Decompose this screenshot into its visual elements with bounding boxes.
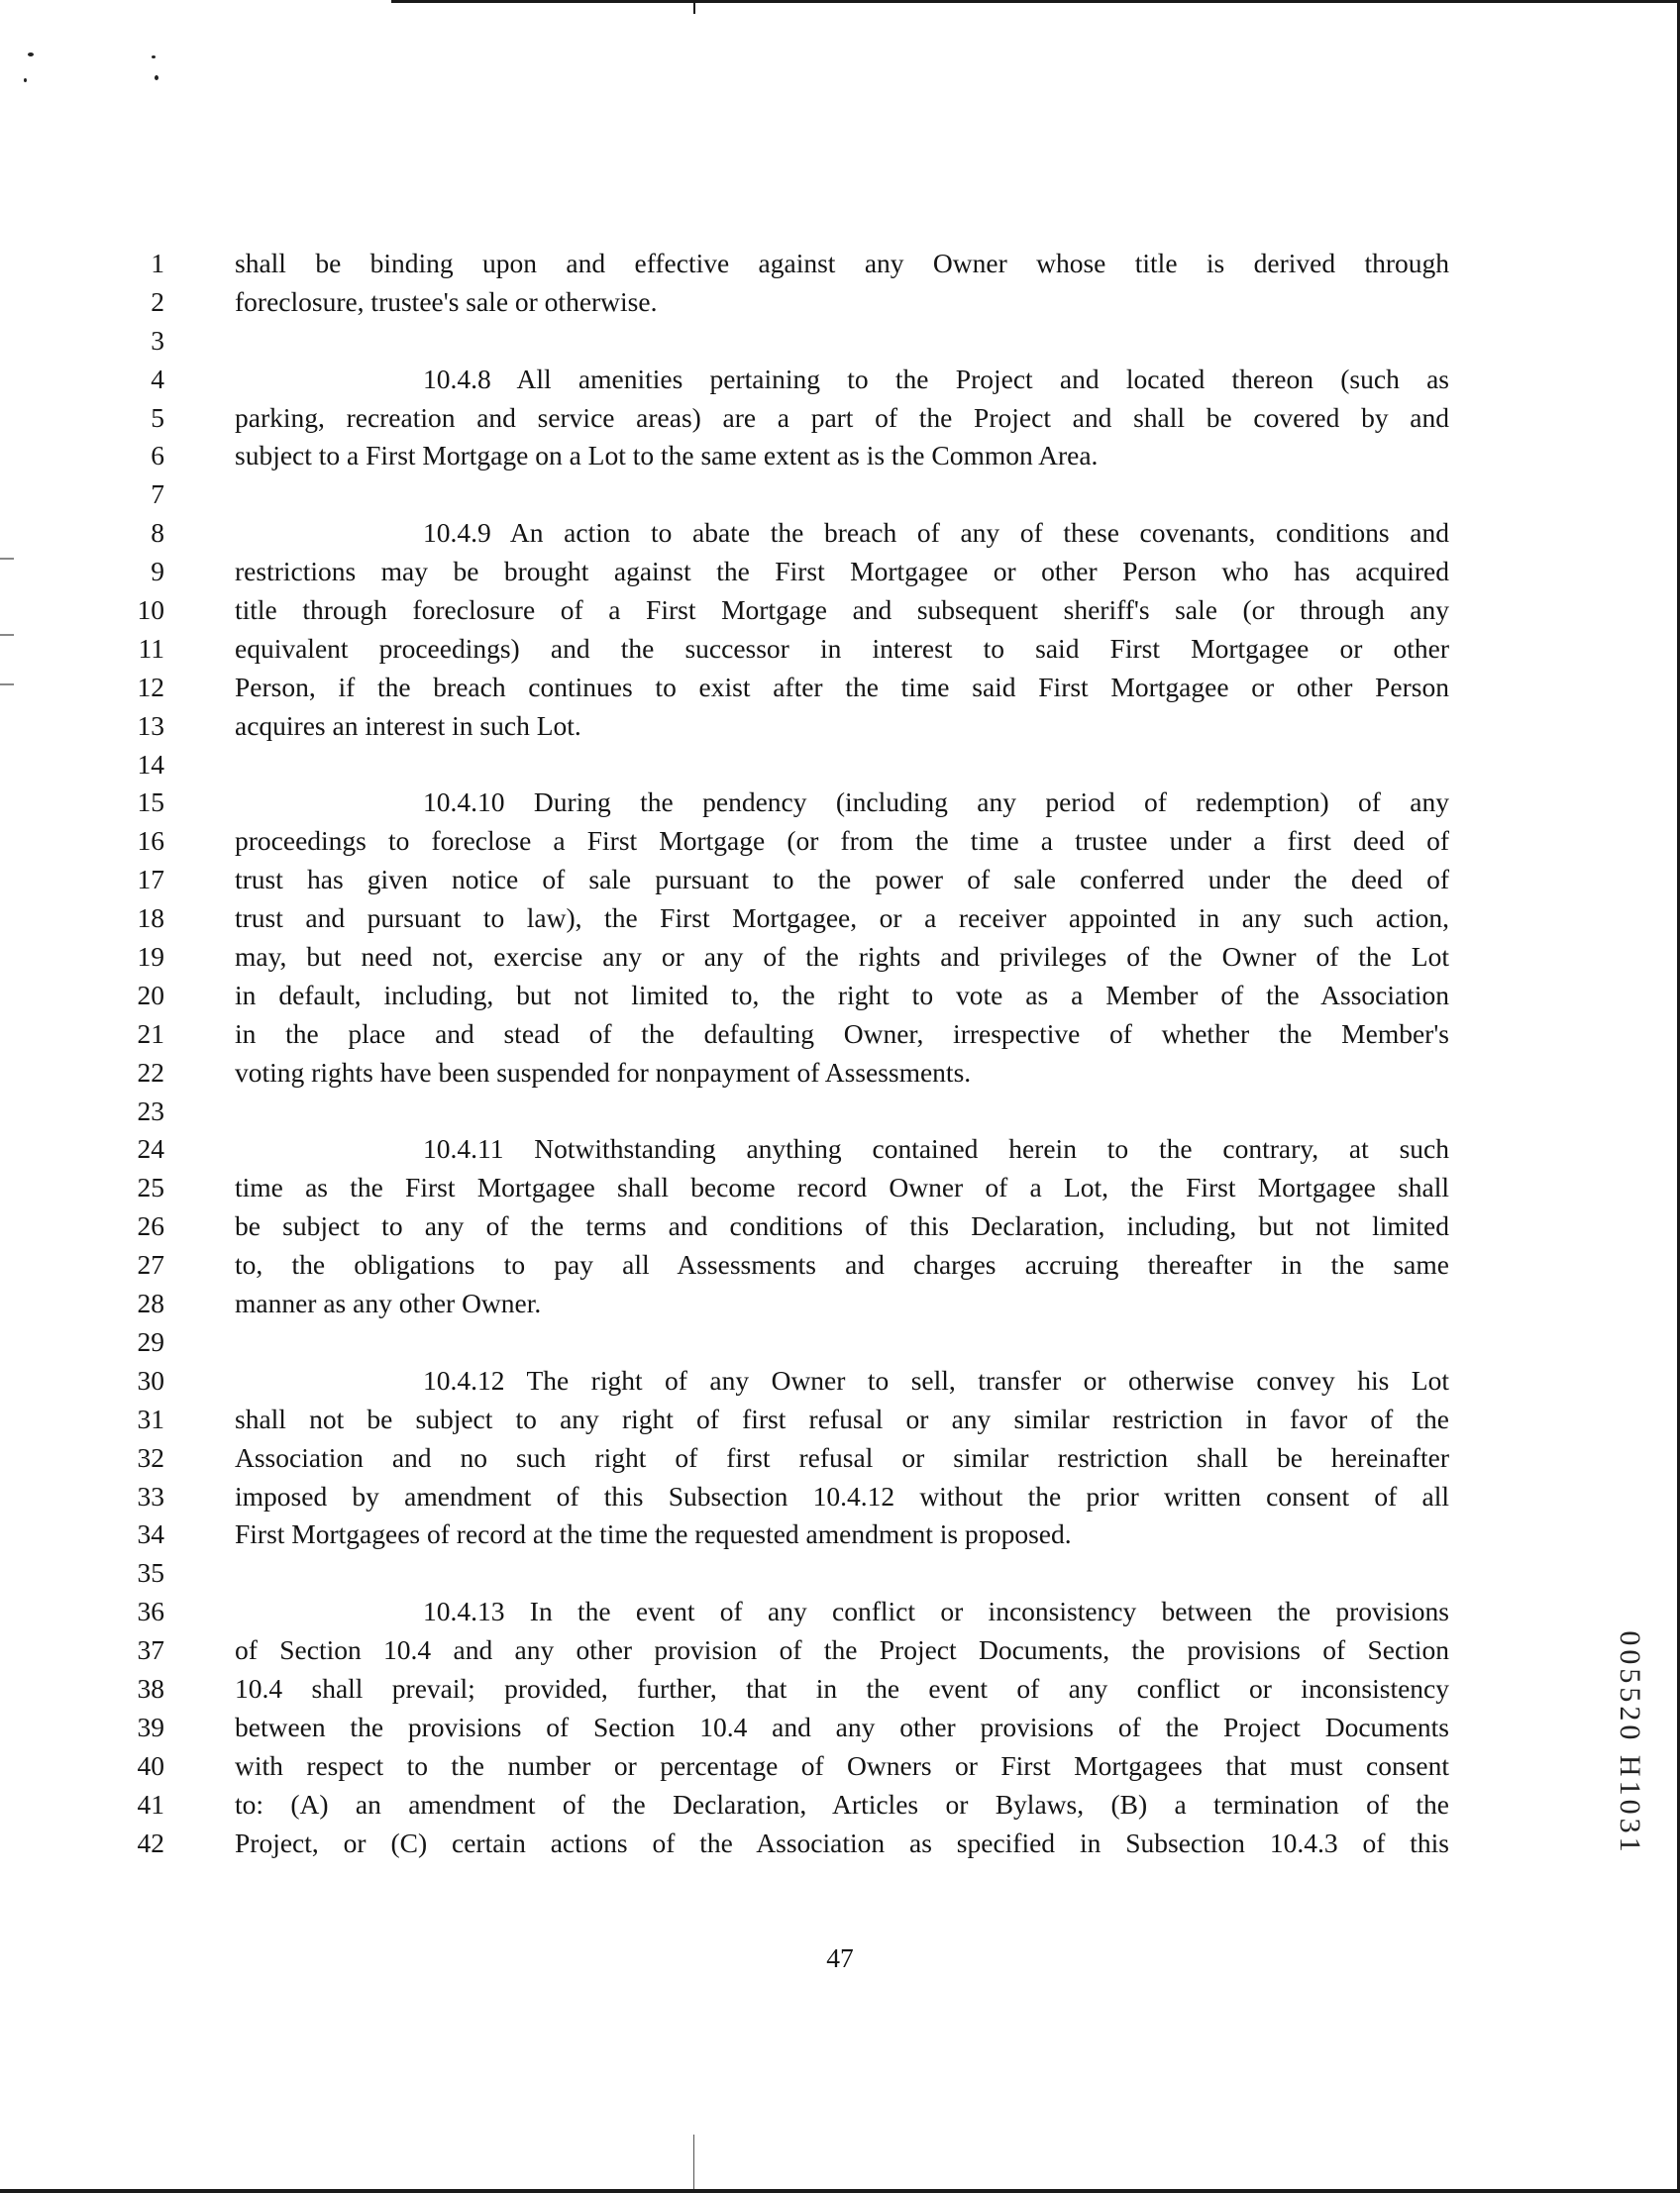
line-text: Person, if the breach continues to exist after the time said First Mortgagee or other Person bbox=[235, 671, 1449, 702]
line-text: 10.4.12 The right of any Owner to sell, transfer or otherwise convey his Lot bbox=[423, 1364, 1449, 1396]
line-number: 12 bbox=[137, 671, 164, 702]
line-number: 39 bbox=[137, 1711, 164, 1742]
line-number: 36 bbox=[137, 1596, 164, 1627]
line-number: 38 bbox=[137, 1672, 164, 1704]
document-line bbox=[0, 977, 1680, 1015]
scan-speck bbox=[28, 52, 34, 56]
line-number: 34 bbox=[137, 1518, 164, 1550]
line-text: 10.4.8 All amenities pertaining to the Project and located thereon (such as bbox=[423, 363, 1449, 394]
document-line bbox=[0, 1554, 1680, 1593]
side-stamp: 005520 H1031 bbox=[1614, 1630, 1646, 1856]
scan-speck bbox=[155, 75, 158, 80]
line-text: may, but need not, exercise any or any of the rights and privileges of the Owner of the Lot bbox=[235, 941, 1449, 973]
line-text: 10.4.9 An action to abate the breach of any of these covenants, conditions and bbox=[423, 517, 1449, 549]
line-text: subject to a First Mortgage on a Lot to the same extent as is the Common Area. bbox=[235, 440, 1099, 471]
line-text: restrictions may be brought against the First Mortgagee or other Person who has acquired bbox=[235, 556, 1449, 587]
scan-border-top bbox=[391, 0, 1680, 3]
line-number: 42 bbox=[137, 1827, 164, 1858]
line-number: 27 bbox=[137, 1249, 164, 1281]
line-number: 14 bbox=[137, 748, 164, 780]
line-number: 18 bbox=[137, 902, 164, 934]
scan-speck bbox=[152, 55, 156, 58]
line-number: 7 bbox=[151, 478, 164, 510]
line-text: foreclosure, trustee's sale or otherwise. bbox=[235, 285, 658, 317]
line-number: 4 bbox=[151, 363, 164, 394]
page-number: 47 bbox=[826, 1942, 854, 1973]
line-text: title through foreclosure of a First Mortgage and subsequent sheriff's sale (or through any bbox=[235, 594, 1449, 626]
line-number: 19 bbox=[137, 941, 164, 973]
line-text: trust and pursuant to law), the First Mortgagee, or a receiver appointed in any such action, bbox=[235, 902, 1449, 934]
line-number: 22 bbox=[137, 1056, 164, 1088]
document-line bbox=[0, 1439, 1680, 1478]
line-number: 30 bbox=[137, 1364, 164, 1396]
line-text: proceedings to foreclose a First Mortgage (or from the time a trustee under a first deed of bbox=[235, 825, 1449, 857]
line-text: imposed by amendment of this Subsection 10.4.12 without the prior written consent of all bbox=[235, 1480, 1449, 1512]
document-line bbox=[0, 1362, 1680, 1401]
line-number: 40 bbox=[137, 1749, 164, 1781]
line-number: 33 bbox=[137, 1480, 164, 1512]
document-line bbox=[0, 1054, 1680, 1093]
line-number: 41 bbox=[137, 1788, 164, 1820]
document-line bbox=[0, 1593, 1680, 1631]
line-number: 13 bbox=[137, 709, 164, 741]
line-text: Project, or (C) certain actions of the Association as specified in Subsection 10.4.3 of this bbox=[235, 1827, 1449, 1858]
document-line bbox=[0, 591, 1680, 630]
document-line bbox=[0, 1478, 1680, 1516]
document-line bbox=[0, 1709, 1680, 1747]
line-text: be subject to any of the terms and conditions of this Declaration, including, but not limited bbox=[235, 1210, 1449, 1242]
line-text: between the provisions of Section 10.4 and any other provisions of the Project Documents bbox=[235, 1711, 1449, 1742]
line-number: 8 bbox=[151, 517, 164, 549]
document-line bbox=[0, 437, 1680, 475]
document-line bbox=[0, 1825, 1680, 1863]
document-line bbox=[0, 783, 1680, 822]
document-line bbox=[0, 1015, 1680, 1054]
line-number: 26 bbox=[137, 1210, 164, 1242]
line-text: manner as any other Owner. bbox=[235, 1288, 542, 1319]
line-number: 20 bbox=[137, 979, 164, 1010]
document-line bbox=[0, 1246, 1680, 1285]
line-number: 5 bbox=[151, 401, 164, 433]
line-text: shall be binding upon and effective against any Owner whose title is derived through bbox=[235, 248, 1449, 278]
line-number: 24 bbox=[137, 1133, 164, 1165]
line-number: 15 bbox=[137, 786, 164, 818]
line-number: 37 bbox=[137, 1634, 164, 1666]
line-number: 31 bbox=[137, 1403, 164, 1434]
line-text: to: (A) an amendment of the Declaration, Articles or Bylaws, (B) a termination of the bbox=[235, 1788, 1449, 1820]
document-line bbox=[0, 707, 1680, 746]
line-number: 3 bbox=[151, 324, 164, 356]
document-line bbox=[0, 1401, 1680, 1439]
line-text: in default, including, but not limited to, the right to vote as a Member of the Association bbox=[235, 979, 1449, 1010]
scan-tick-top bbox=[693, 0, 695, 14]
document-body bbox=[0, 245, 1680, 1862]
line-number: 25 bbox=[137, 1172, 164, 1203]
document-line bbox=[0, 630, 1680, 669]
document-line bbox=[0, 514, 1680, 553]
document-line bbox=[0, 861, 1680, 899]
line-text: equivalent proceedings) and the successor in interest to said First Mortgagee or other bbox=[235, 632, 1449, 664]
line-number: 17 bbox=[137, 864, 164, 895]
document-line bbox=[0, 822, 1680, 861]
line-number: 1 bbox=[151, 248, 164, 278]
line-number: 29 bbox=[137, 1325, 164, 1357]
document-line bbox=[0, 1631, 1680, 1670]
document-line bbox=[0, 322, 1680, 361]
document-line bbox=[0, 1169, 1680, 1207]
line-text: First Mortgagees of record at the time the requested amendment is proposed. bbox=[235, 1518, 1072, 1550]
line-number: 35 bbox=[137, 1557, 164, 1589]
document-line bbox=[0, 1786, 1680, 1825]
line-text: to, the obligations to pay all Assessments and charges accruing thereafter in the same bbox=[235, 1249, 1449, 1281]
document-line bbox=[0, 1747, 1680, 1786]
document-line bbox=[0, 475, 1680, 514]
line-number: 23 bbox=[137, 1095, 164, 1126]
line-text: voting rights have been suspended for nonpayment of Assessments. bbox=[235, 1056, 972, 1088]
line-number: 16 bbox=[137, 825, 164, 857]
line-text: parking, recreation and service areas) are a part of the Project and shall be covered by and bbox=[235, 401, 1449, 433]
line-number: 11 bbox=[138, 632, 164, 664]
document-line bbox=[0, 938, 1680, 977]
document-line bbox=[0, 1285, 1680, 1323]
line-text: Association and no such right of first refusal or similar restriction shall be hereinafter bbox=[235, 1441, 1449, 1473]
line-text: trust has given notice of sale pursuant to the power of sale conferred under the deed of bbox=[235, 864, 1449, 895]
line-text: of Section 10.4 and any other provision of the Project Documents, the provisions of Section bbox=[235, 1634, 1449, 1666]
document-line bbox=[0, 1670, 1680, 1709]
document-line bbox=[0, 1515, 1680, 1554]
document-line bbox=[0, 746, 1680, 784]
document-line bbox=[0, 1207, 1680, 1246]
line-number: 9 bbox=[151, 556, 164, 587]
line-number: 21 bbox=[137, 1017, 164, 1049]
document-line bbox=[0, 361, 1680, 399]
document-line bbox=[0, 669, 1680, 707]
document-line bbox=[0, 1093, 1680, 1131]
line-text: 10.4.13 In the event of any conflict or inconsistency between the provisions bbox=[423, 1596, 1449, 1627]
line-number: 6 bbox=[151, 440, 164, 471]
scan-tick-bottom bbox=[693, 2135, 694, 2189]
document-line bbox=[0, 1130, 1680, 1169]
line-number: 32 bbox=[137, 1441, 164, 1473]
document-line bbox=[0, 283, 1680, 322]
line-number: 2 bbox=[151, 285, 164, 317]
document-line bbox=[0, 553, 1680, 591]
document-line bbox=[0, 245, 1680, 283]
document-line bbox=[0, 1323, 1680, 1362]
line-number: 10 bbox=[137, 594, 164, 626]
scan-speck bbox=[24, 78, 27, 82]
document-line bbox=[0, 899, 1680, 938]
line-text: in the place and stead of the defaulting Owner, irrespective of whether the Member's bbox=[235, 1017, 1449, 1049]
scan-border-bottom bbox=[0, 2189, 1680, 2193]
line-text: 10.4.10 During the pendency (including any period of redemption) of any bbox=[423, 786, 1449, 818]
line-text: 10.4.11 Notwithstanding anything contained herein to the contrary, at such bbox=[423, 1133, 1449, 1165]
document-line bbox=[0, 399, 1680, 438]
line-text: with respect to the number or percentage of Owners or First Mortgagees that must consent bbox=[235, 1749, 1449, 1781]
line-text: time as the First Mortgagee shall become record Owner of a Lot, the First Mortgagee shall bbox=[235, 1172, 1449, 1203]
line-text: 10.4 shall prevail; provided, further, that in the event of any conflict or inconsistency bbox=[235, 1672, 1449, 1704]
line-number: 28 bbox=[137, 1288, 164, 1319]
line-text: acquires an interest in such Lot. bbox=[235, 709, 581, 741]
line-text: shall not be subject to any right of first refusal or any similar restriction in favor of the bbox=[235, 1403, 1449, 1434]
